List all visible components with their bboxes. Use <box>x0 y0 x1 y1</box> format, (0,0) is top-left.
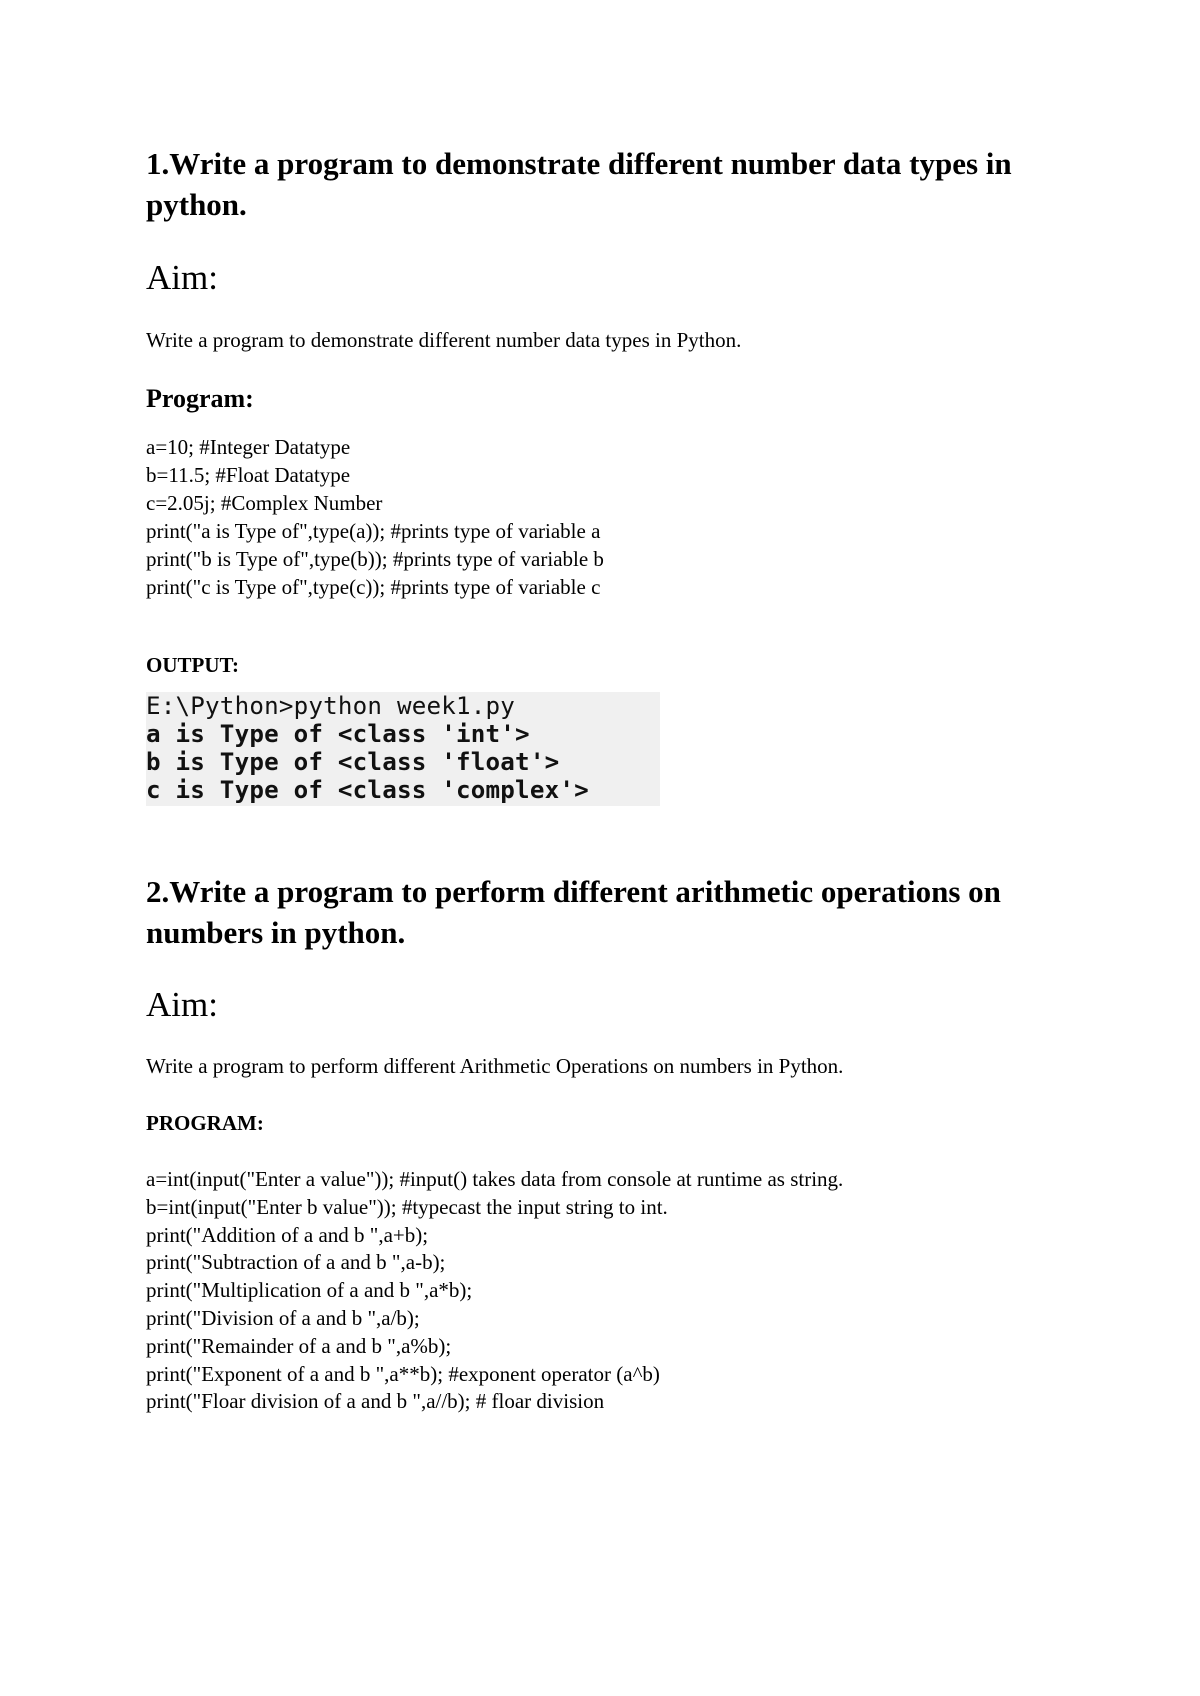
code-line: print("Addition of a and b ",a+b); <box>146 1222 429 1247</box>
code-line: print("Multiplication of a and b ",a*b); <box>146 1278 473 1303</box>
section-1-heading: 1.Write a program to demonstrate different number data types in python. <box>146 146 1012 222</box>
code-line: print("Subtraction of a and b ",a-b); <box>146 1250 446 1275</box>
code-line: a=int(input("Enter a value")); #input() takes data from console at runtime as string. <box>146 1167 844 1191</box>
section-1-aim-title: Aim: <box>146 258 218 297</box>
code-line: print("c is Type of",type(c)); #prints type of variable c <box>146 575 601 599</box>
code-line: print("a is Type of",type(a)); #prints type of variable a <box>146 519 601 543</box>
terminal-line: b is Type of <class 'float'> <box>146 748 560 776</box>
terminal-line: a is Type of <class 'int'> <box>146 720 530 748</box>
code-line: print("Division of a and b ",a/b); <box>146 1305 420 1330</box>
section-2-heading: 2.Write a program to perform different arithmetic operations on numbers in python. <box>146 874 1001 950</box>
code-line: b=int(input("Enter b value")); #typecast the input string to int. <box>146 1194 668 1219</box>
code-line: c=2.05j; #Complex Number <box>146 491 383 515</box>
code-line: print("b is Type of",type(b)); #prints type of variable b <box>146 547 604 571</box>
code-line: a=10; #Integer Datatype <box>146 435 351 459</box>
section-1-program-code <box>146 433 604 601</box>
section-1-output-label: OUTPUT: <box>146 653 239 677</box>
code-line: print("Floar division of a and b ",a//b); # floar division <box>146 1389 605 1414</box>
code-line: b=11.5; #Float Datatype <box>146 463 351 487</box>
terminal-line: c is Type of <class 'complex'> <box>146 776 589 804</box>
code-line: print("Remainder of a and b ",a%b); <box>146 1333 452 1358</box>
section-2-program-code <box>146 1166 843 1416</box>
section-1-aim-text: Write a program to demonstrate different number data types in Python. <box>146 328 742 352</box>
terminal-output-block <box>146 692 660 806</box>
terminal-line: E:\Python>python week1.py <box>146 692 516 720</box>
section-2-program-label: PROGRAM: <box>146 1111 264 1135</box>
section-2-aim-title: Aim: <box>146 985 218 1024</box>
code-line: print("Exponent of a and b ",a**b); #exponent operator (a^b) <box>146 1361 660 1386</box>
section-2-aim-text: Write a program to perform different Arithmetic Operations on numbers in Python. <box>146 1054 844 1078</box>
section-1-program-label: Program: <box>146 384 254 413</box>
